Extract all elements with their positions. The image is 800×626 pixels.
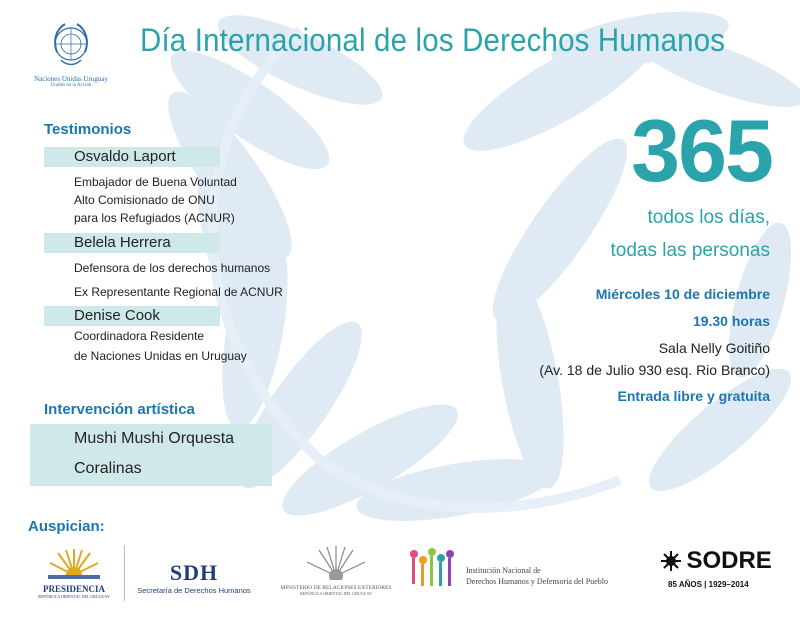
event-date: Miércoles 10 de diciembre — [595, 286, 770, 302]
presidencia-logo — [28, 545, 120, 599]
headline-number: 365 — [631, 101, 772, 200]
person-name-bar — [44, 233, 220, 253]
sdh-acronym: SDH — [169, 560, 219, 585]
sun-emblem-icon — [301, 544, 371, 580]
inddhh-line-2: Derechos Humanos y Defensoría del Pueblo — [466, 577, 608, 586]
headline-line-1: todos los días, — [647, 207, 770, 228]
artist-item: Coralinas — [74, 460, 142, 477]
person-role-line: Ex Representante Regional de ACNUR — [74, 285, 283, 299]
un-logo-name: Naciones Unidas Uruguay — [34, 75, 108, 83]
person-role-line: Coordinadora Residente — [74, 329, 205, 343]
person-role-line: para los Refugiados (ACNUR) — [74, 211, 235, 225]
un-emblem-icon — [39, 20, 103, 70]
mrree-sub: REPÚBLICA ORIENTAL DEL URUGUAY — [300, 591, 372, 596]
sponsors-heading: Auspician: — [28, 518, 105, 535]
page-title: Día Internacional de los Derechos Humanos — [140, 22, 726, 58]
person-role-line: de Naciones Unidas en Uruguay — [74, 349, 247, 363]
person-name-bar — [44, 306, 220, 326]
person-name: Belela Herrera — [74, 234, 171, 251]
person-name: Osvaldo Laport — [74, 148, 176, 165]
inddhh-logo — [408, 544, 458, 592]
sdh-name: Secretaría de Derechos Humanos — [137, 586, 251, 595]
sun-emblem-icon — [44, 545, 104, 579]
presidencia-name: PRESIDENCIA — [42, 584, 105, 594]
sodre-name: SODRE — [686, 547, 772, 574]
artistica-heading: Intervención artística — [44, 401, 195, 418]
person-role-line: Defensora de los derechos humanos — [74, 261, 271, 275]
person-name: Denise Cook — [74, 307, 160, 324]
event-time: 19.30 horas — [692, 313, 770, 329]
sodre-logo — [660, 547, 772, 575]
person-name-bar — [44, 147, 220, 167]
presidencia-sub: REPÚBLICA ORIENTAL DEL URUGUAY — [38, 594, 110, 599]
event-address: (Av. 18 de Julio 930 esq. Rio Branco) — [539, 362, 770, 378]
headline-line-2: todas las personas — [610, 240, 770, 261]
sdh-logo — [130, 560, 258, 595]
un-logo-tagline: Unidos en la Acción — [50, 83, 92, 88]
un-logo — [28, 20, 114, 88]
inddhh-line-1: Institución Nacional de — [466, 566, 541, 575]
sun-burst-icon — [660, 550, 682, 572]
divider — [124, 545, 125, 601]
event-entry: Entrada libre y gratuita — [617, 388, 770, 404]
event-venue: Sala Nelly Goitiño — [658, 340, 770, 356]
artistica-box — [30, 424, 272, 486]
mrree-name: MINISTERIO DE RELACIONES EXTERIORES — [280, 585, 392, 591]
artist-item: Mushi Mushi Orquesta — [74, 430, 235, 447]
person-role-line: Alto Comisionado de ONU — [74, 193, 215, 207]
testimonios-heading: Testimonios — [44, 121, 132, 138]
sodre-sub: 85 AÑOS | 1929–2014 — [668, 580, 749, 589]
people-figures-icon — [408, 544, 458, 592]
person-role-line: Embajador de Buena Voluntad — [74, 175, 237, 189]
mrree-logo — [280, 544, 392, 596]
